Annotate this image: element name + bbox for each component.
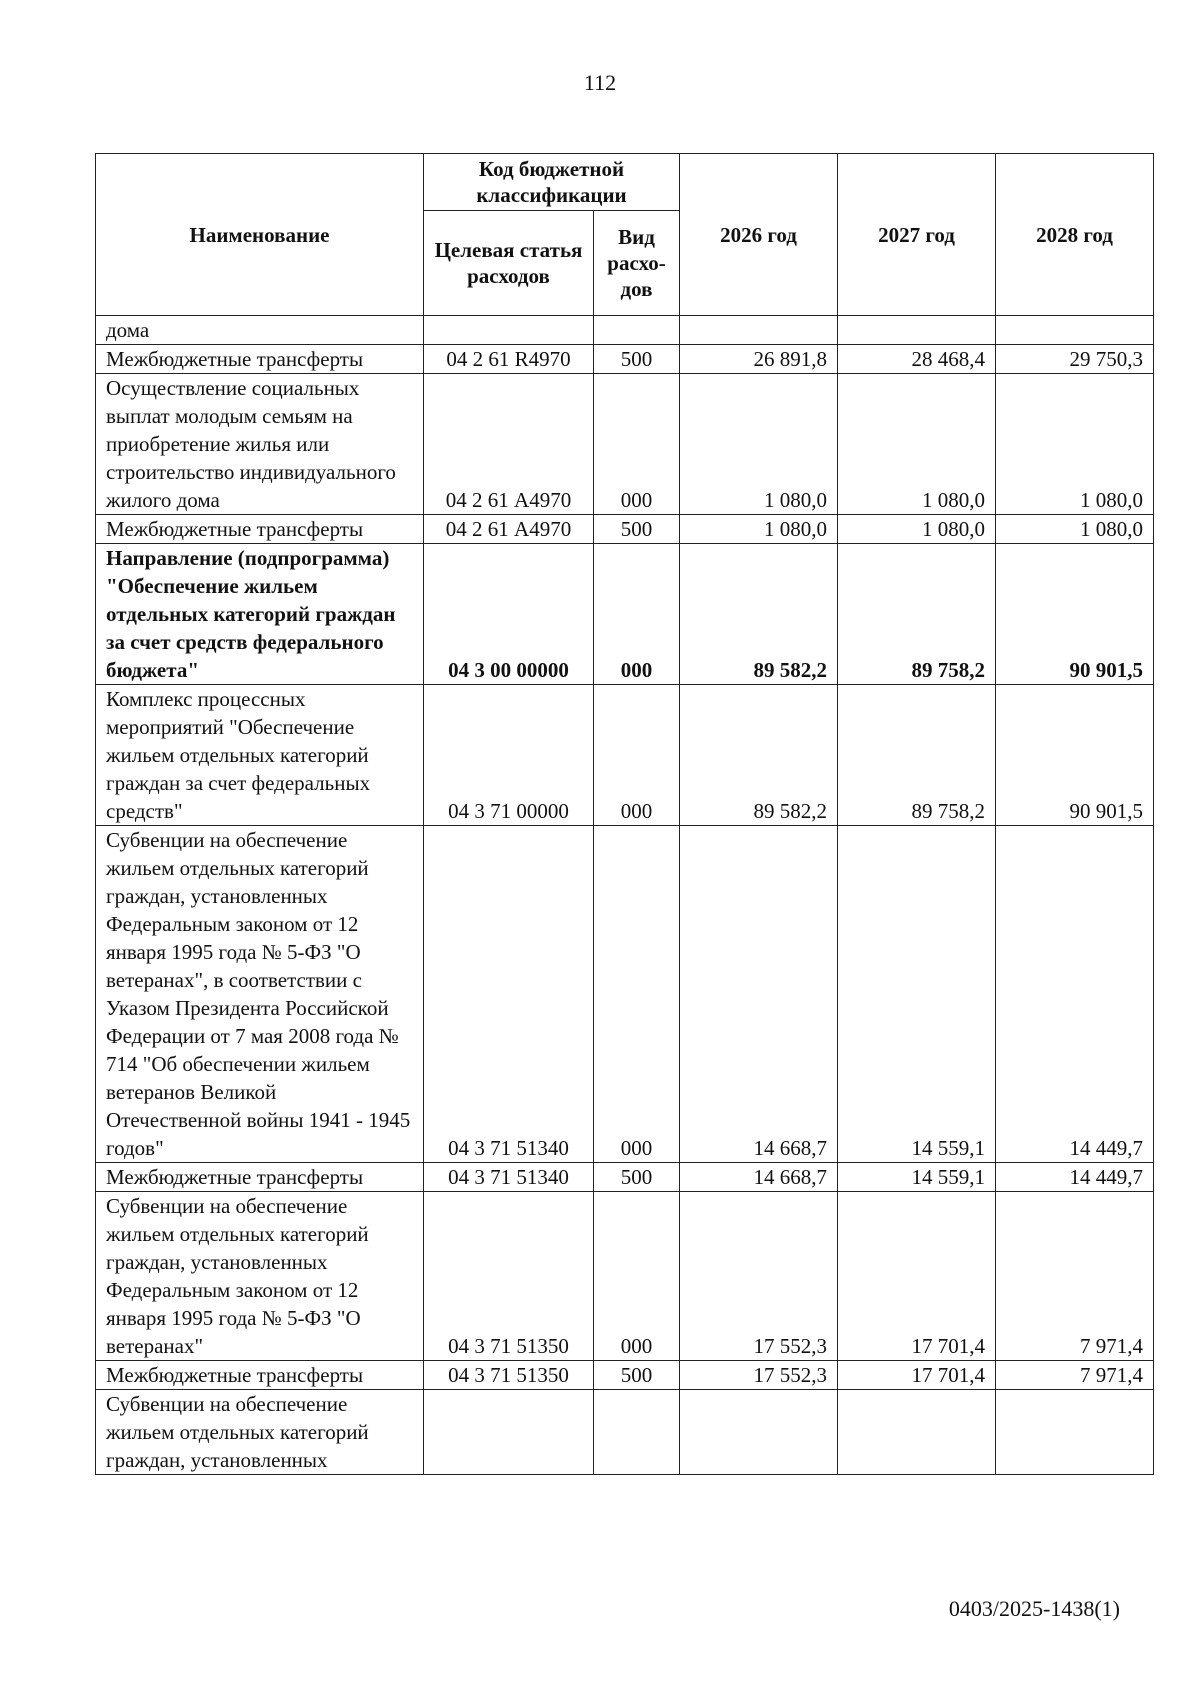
row-value-2028: 7 971,4 (996, 1192, 1154, 1361)
table-row (96, 345, 1154, 374)
row-value-2026 (680, 1390, 838, 1475)
row-value-2027: 89 758,2 (838, 544, 996, 685)
row-expense-kind: 500 (594, 345, 680, 374)
table-row (96, 685, 1154, 826)
row-value-2028: 14 449,7 (996, 826, 1154, 1163)
table-row (96, 1163, 1154, 1192)
row-name: Субвенции на обеспечение жильем отдельных категорий граждан, установленных Федеральным законом от 12 января 1995 года № 5-ФЗ "О ветеранах" (96, 1192, 424, 1361)
row-target-code: 04 3 71 51340 (424, 1163, 594, 1192)
row-value-2028 (996, 1390, 1154, 1475)
row-expense-kind (594, 1390, 680, 1475)
row-value-2027: 1 080,0 (838, 374, 996, 515)
row-value-2027: 17 701,4 (838, 1192, 996, 1361)
row-value-2028: 1 080,0 (996, 374, 1154, 515)
row-value-2027: 17 701,4 (838, 1361, 996, 1390)
row-value-2026: 17 552,3 (680, 1361, 838, 1390)
table-row (96, 374, 1154, 515)
table-row (96, 826, 1154, 1163)
row-target-code: 04 3 71 00000 (424, 685, 594, 826)
header-2028: 2028 год (996, 154, 1154, 316)
row-value-2027: 14 559,1 (838, 826, 996, 1163)
row-name: Осуществление социальных выплат молодым семьям на приобретение жилья или строительство индивидуального жилого дома (96, 374, 424, 515)
page-number: 112 (583, 70, 617, 95)
header-2026: 2026 год (680, 154, 838, 316)
row-target-code: 04 3 71 51350 (424, 1192, 594, 1361)
row-value-2028: 29 750,3 (996, 345, 1154, 374)
row-value-2027: 1 080,0 (838, 515, 996, 544)
table-row (96, 316, 1154, 345)
row-value-2027: 14 559,1 (838, 1163, 996, 1192)
row-name: Межбюджетные трансферты (96, 1361, 424, 1390)
row-expense-kind: 000 (594, 826, 680, 1163)
table-row (96, 515, 1154, 544)
row-target-code (424, 316, 594, 345)
row-target-code: 04 2 61 А4970 (424, 515, 594, 544)
row-name: Межбюджетные трансферты (96, 515, 424, 544)
row-name: Субвенции на обеспечение жильем отдельных категорий граждан, установленных Федеральным законом от 12 января 1995 года № 5-ФЗ "О ветеранах", в соответствии с Указом Президента Российской Федерации от 7 мая 2008 года № 714 "Об обеспечении жильем ветеранов Великой Отечественной войны 1941 - 1945 годов" (96, 826, 424, 1163)
row-target-code (424, 1390, 594, 1475)
row-value-2027 (838, 1390, 996, 1475)
row-expense-kind: 500 (594, 1163, 680, 1192)
row-name: Субвенции на обеспечение жильем отдельных категорий граждан, установленных (96, 1390, 424, 1475)
row-expense-kind (594, 316, 680, 345)
header-2027: 2027 год (838, 154, 996, 316)
row-value-2028: 14 449,7 (996, 1163, 1154, 1192)
row-value-2026: 89 582,2 (680, 544, 838, 685)
row-value-2027 (838, 316, 996, 345)
header-expense-kind: Вид расхо-дов (594, 211, 680, 316)
header-name: Наименование (96, 154, 424, 316)
row-expense-kind: 500 (594, 515, 680, 544)
row-value-2028: 90 901,5 (996, 685, 1154, 826)
row-name: Комплекс процессных мероприятий "Обеспечение жильем отдельных категорий граждан за счет федеральных средств" (96, 685, 424, 826)
header-code-group: Код бюджетной классификации (424, 154, 680, 211)
row-target-code: 04 3 71 51340 (424, 826, 594, 1163)
row-value-2026: 14 668,7 (680, 1163, 838, 1192)
row-expense-kind: 500 (594, 1361, 680, 1390)
document-code: 0403/2025-1438(1) (948, 1596, 1120, 1621)
row-value-2026: 1 080,0 (680, 515, 838, 544)
row-value-2026: 17 552,3 (680, 1192, 838, 1361)
row-name: Направление (подпрограмма) "Обеспечение жильем отдельных категорий граждан за счет средств федерального бюджета" (96, 544, 424, 685)
budget-table (95, 153, 1154, 1475)
row-expense-kind: 000 (594, 374, 680, 515)
row-expense-kind: 000 (594, 1192, 680, 1361)
row-target-code: 04 3 00 00000 (424, 544, 594, 685)
row-target-code: 04 2 61 R4970 (424, 345, 594, 374)
row-value-2026 (680, 316, 838, 345)
table-row (96, 1361, 1154, 1390)
row-expense-kind: 000 (594, 544, 680, 685)
row-expense-kind: 000 (594, 685, 680, 826)
row-value-2028: 1 080,0 (996, 515, 1154, 544)
row-value-2027: 28 468,4 (838, 345, 996, 374)
table-row (96, 1192, 1154, 1361)
row-name: Межбюджетные трансферты (96, 1163, 424, 1192)
row-name: дома (96, 316, 424, 345)
row-value-2026: 26 891,8 (680, 345, 838, 374)
table-row (96, 544, 1154, 685)
row-value-2027: 89 758,2 (838, 685, 996, 826)
row-target-code: 04 3 71 51350 (424, 1361, 594, 1390)
row-value-2026: 14 668,7 (680, 826, 838, 1163)
table-row (96, 1390, 1154, 1475)
row-value-2026: 1 080,0 (680, 374, 838, 515)
row-target-code: 04 2 61 А4970 (424, 374, 594, 515)
header-target-article: Целевая статья расходов (424, 211, 594, 316)
row-name: Межбюджетные трансферты (96, 345, 424, 374)
row-value-2026: 89 582,2 (680, 685, 838, 826)
row-value-2028 (996, 316, 1154, 345)
row-value-2028: 7 971,4 (996, 1361, 1154, 1390)
row-value-2028: 90 901,5 (996, 544, 1154, 685)
